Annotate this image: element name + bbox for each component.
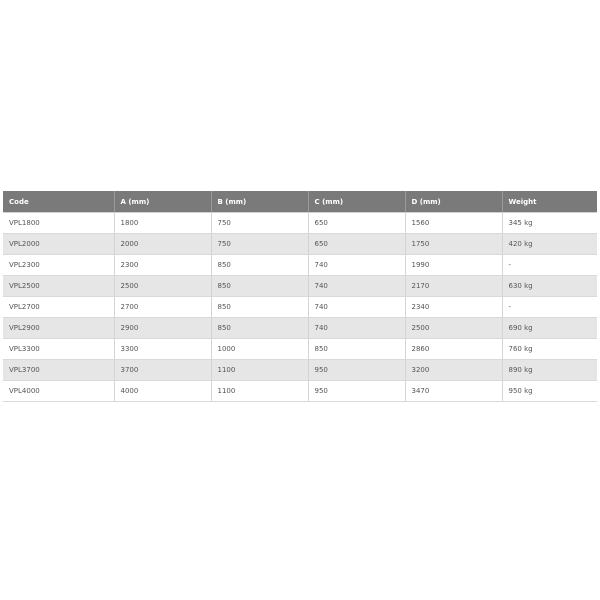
cell-c: 650 xyxy=(308,213,405,234)
cell-code: VPL4000 xyxy=(3,381,114,402)
cell-weight: 890 kg xyxy=(502,360,597,381)
cell-weight: 630 kg xyxy=(502,276,597,297)
cell-weight: 420 kg xyxy=(502,234,597,255)
cell-a: 2900 xyxy=(114,318,211,339)
table-row xyxy=(3,276,597,297)
table-row xyxy=(3,318,597,339)
table-row xyxy=(3,234,597,255)
cell-c: 740 xyxy=(308,255,405,276)
cell-c: 950 xyxy=(308,360,405,381)
header-code: Code xyxy=(3,191,114,213)
header-a-mm: A (mm) xyxy=(114,191,211,213)
cell-c: 740 xyxy=(308,297,405,318)
table-row xyxy=(3,339,597,360)
cell-b: 750 xyxy=(211,234,308,255)
cell-code: VPL1800 xyxy=(3,213,114,234)
cell-d: 1560 xyxy=(405,213,502,234)
table-row xyxy=(3,360,597,381)
cell-d: 1750 xyxy=(405,234,502,255)
cell-a: 3300 xyxy=(114,339,211,360)
cell-d: 3470 xyxy=(405,381,502,402)
header-c-mm: C (mm) xyxy=(308,191,405,213)
cell-code: VPL3700 xyxy=(3,360,114,381)
cell-a: 2300 xyxy=(114,255,211,276)
cell-b: 850 xyxy=(211,318,308,339)
cell-a: 1800 xyxy=(114,213,211,234)
cell-code: VPL2000 xyxy=(3,234,114,255)
cell-d: 1990 xyxy=(405,255,502,276)
cell-code: VPL2500 xyxy=(3,276,114,297)
cell-d: 3200 xyxy=(405,360,502,381)
header-d-mm: D (mm) xyxy=(405,191,502,213)
cell-a: 2500 xyxy=(114,276,211,297)
cell-b: 1100 xyxy=(211,381,308,402)
cell-d: 2500 xyxy=(405,318,502,339)
cell-a: 4000 xyxy=(114,381,211,402)
cell-a: 2000 xyxy=(114,234,211,255)
cell-b: 850 xyxy=(211,297,308,318)
cell-weight: 950 kg xyxy=(502,381,597,402)
cell-a: 3700 xyxy=(114,360,211,381)
cell-code: VPL2700 xyxy=(3,297,114,318)
table-row xyxy=(3,297,597,318)
cell-weight: - xyxy=(502,255,597,276)
cell-code: VPL2300 xyxy=(3,255,114,276)
table-row xyxy=(3,213,597,234)
spec-table xyxy=(3,191,597,402)
cell-weight: 690 kg xyxy=(502,318,597,339)
cell-b: 850 xyxy=(211,276,308,297)
cell-d: 2170 xyxy=(405,276,502,297)
header-b-mm: B (mm) xyxy=(211,191,308,213)
cell-b: 1100 xyxy=(211,360,308,381)
cell-c: 950 xyxy=(308,381,405,402)
cell-code: VPL3300 xyxy=(3,339,114,360)
cell-b: 1000 xyxy=(211,339,308,360)
cell-b: 850 xyxy=(211,255,308,276)
cell-d: 2860 xyxy=(405,339,502,360)
cell-c: 650 xyxy=(308,234,405,255)
cell-c: 740 xyxy=(308,276,405,297)
table-row xyxy=(3,381,597,402)
cell-weight: 760 kg xyxy=(502,339,597,360)
cell-c: 740 xyxy=(308,318,405,339)
cell-c: 850 xyxy=(308,339,405,360)
table-row xyxy=(3,255,597,276)
table-header-row xyxy=(3,191,597,213)
cell-weight: 345 kg xyxy=(502,213,597,234)
cell-d: 2340 xyxy=(405,297,502,318)
cell-weight: - xyxy=(502,297,597,318)
cell-a: 2700 xyxy=(114,297,211,318)
header-weight: Weight xyxy=(502,191,597,213)
cell-code: VPL2900 xyxy=(3,318,114,339)
cell-b: 750 xyxy=(211,213,308,234)
